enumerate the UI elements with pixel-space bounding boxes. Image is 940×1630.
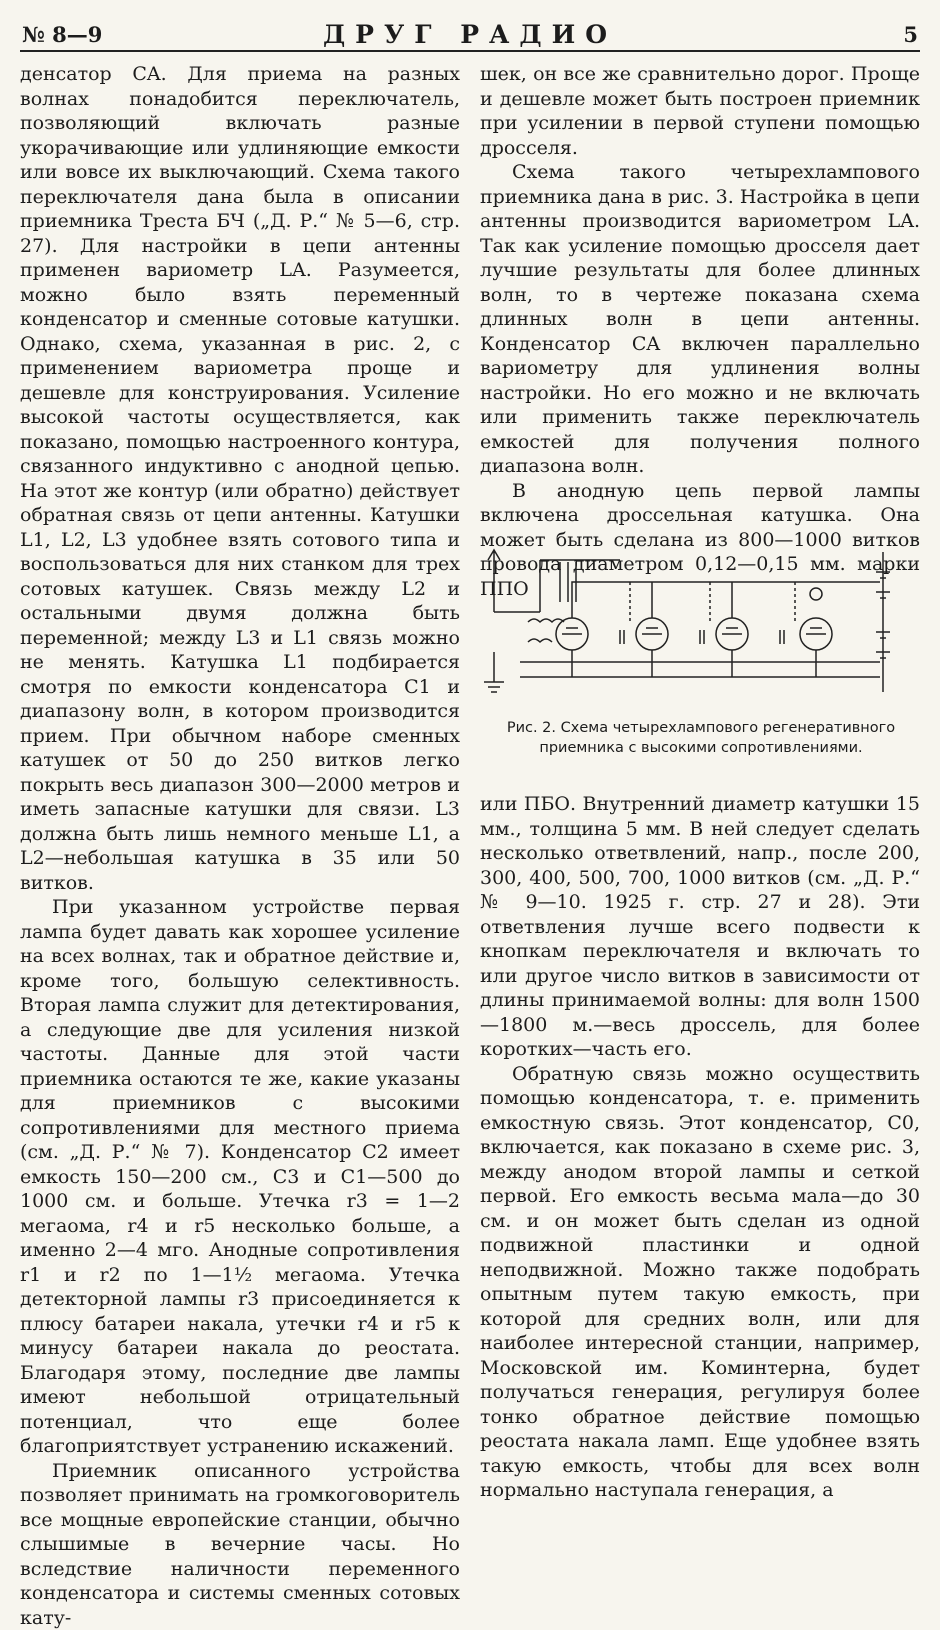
paragraph: В анодную цепь первой лампы включена дроссельная катушка. Она может быть сделана из 800—1000 витков провода диаметром 0,12—0,15 мм. марки ППО [480, 479, 920, 602]
resistor-symbols [630, 582, 795, 622]
page-header [22, 10, 918, 52]
journal-title: ДРУГ РАДИО [22, 20, 918, 49]
phones-symbol [810, 588, 822, 600]
antenna-symbol [488, 550, 500, 612]
paragraph: денсатор CA. Для приема на разных волнах понадобится переключатель, позволяющий включать разные укорачивающие или удлиняющие емкости или вовсе их выключающий. Схема такого переключателя дана была в описании приемника Треста БЧ („Д. Р.“ № 5—6, стр. 27). Для настройки в цепи антенны применен вариометр LA. Разумеется, можно было взять переменный конденсатор и сменные сотовые катушки. Однако, схема, указанная в рис. 2, с применением вариометра проще и дешевле для конструирования. Усиление высокой частоты осуществляется, как показано, помощью настроенного контура, связанного индуктивно с анодной цепью. На этот же контур (или обратно) действует обратная связь от цепи антенны. Катушки L1, L2, L3 удобнее взять сотового типа и воспользоваться для них станком для трех сотовых катушек. Связь между L2 и остальными двумя должна быть переменной; между L3 и L1 связь можно не менять. Катушка L1 подбирается смотря по емкости конденсатора C1 и диапазону волн, в котором производится прием. При обычном наборе сменных катушек от 50 до 250 витков легко покрыть весь диапазон 300—2000 метров и иметь запасные катушки для связи. L3 должна быть лишь немного меньше L1, а L2—небольшая катушка в 35 или 50 витков. [20, 62, 460, 895]
paragraph: или ПБО. Внутренний диаметр катушки 15 мм., толщина 5 мм. В ней следует сделать несколько ответвлений, напр., после 200, 300, 400, 500, 700, 1000 витков (см. „Д. Р.“ № 9—10. 1925 г. стр. 27 и 28). Эти ответвления лучше всего подвести к кнопкам переключателя и включать то или другое число витков в зависимости от длины принимаемой волны: для волн 1500—1800 м.—весь дроссель, для более коротких—часть его. [480, 792, 920, 1062]
right-column-top [480, 62, 920, 526]
capacitor-symbols [620, 630, 784, 644]
schematic-drawing [480, 532, 920, 712]
left-column [20, 62, 460, 1436]
page-number: 5 [903, 22, 918, 47]
tube-4 [800, 618, 832, 650]
paragraph: Схема такого четырехлампового приемника дана в рис. 3. Настройка в цепи антенны производится вариометром LA. Так как усиление помощью дросселя дает лучшие результаты для более длинных волн, то в чертеже показана схема длинных волн в цепи антенны. Конденсатор CA включен параллельно вариометру для удлинения волны настройки. Но его можно и не включать или применить также переключатель емкостей для получения полного диапазона волн. [480, 160, 920, 479]
paragraph: Обратную связь можно осуществить помощью конденсатора, т. е. применить емкостную связь. Этот конденсатор, C0, включается, как показано в схеме рис. 3, между анодом второй лампы и сеткой первой. Его емкость весьма мала—до 30 см. и он может быть сделан из одной подвижной пластинки и одной неподвижной. Можно также подобрать опытным путем такую емкость, при которой для средних волн, или для наиболее интересной станции, например, Московской им. Коминтерна, будет получаться генерация, регулируя более тонко обратное действие помощью реостата накала ламп. Еще удобнее взять такую емкость, чтобы для всех волн нормально наступала генерация, а [480, 1062, 920, 1503]
coil-symbol [528, 619, 564, 642]
right-column-bottom [480, 792, 920, 1436]
circuit-diagram [480, 532, 920, 712]
anode-wiring [572, 582, 880, 618]
figure-caption: Рис. 2. Схема четырехлампового регенеративного приемника с высокими сопротивлениями. [486, 718, 916, 778]
paragraph: При указанном устройстве первая лампа будет давать как хорошее усиление на всех волнах, так и обратное действие и, кроме того, большую селективность. Вторая лампа служит для детектирования, а следующие две для усиления низкой частоты. Данные для этой части приемника остаются те же, какие указаны для приемников с высокими сопротивлениями для местного приема (см. „Д. Р.“ № 7). Конденсатор C2 имеет емкость 150—200 см., C3 и C1—500 до 1000 см. и больше. Утечка r3 = 1—2 мегаома, r4 и r5 несколько больше, а именно 2—4 мгo. Анодные сопротивления r1 и r2 по 1—1½ мегаома. Утечка детекторной лампы r3 присоединяется к плюсу батареи накала, утечки r4 и r5 к минусу батареи накала до реостата. Благодаря этому, последние две лампы имеют небольшой отрицательный потенциал, что еще более благоприятствует устранению искажений. [20, 895, 460, 1459]
ground-symbol [484, 652, 504, 692]
filament-wiring [572, 650, 816, 677]
issue-number: № 8—9 [22, 22, 102, 47]
tube-1 [556, 618, 588, 650]
feedback-wiring [540, 560, 620, 612]
paragraph: шек, он все же сравнительно дорог. Проще и дешевле может быть построен приемник при усилении в первой ступени помощью дросселя. [480, 62, 920, 160]
tube-2 [636, 618, 668, 650]
tube-3 [716, 618, 748, 650]
paragraph: Приемник описанного устройства позволяет принимать на громкоговоритель все мощные европейские станции, обычно слышимые в вечерние часы. Но вследствие наличности переменного конденсатора и системы сменных сотовых кату- [20, 1459, 460, 1630]
header-rule [20, 50, 920, 52]
